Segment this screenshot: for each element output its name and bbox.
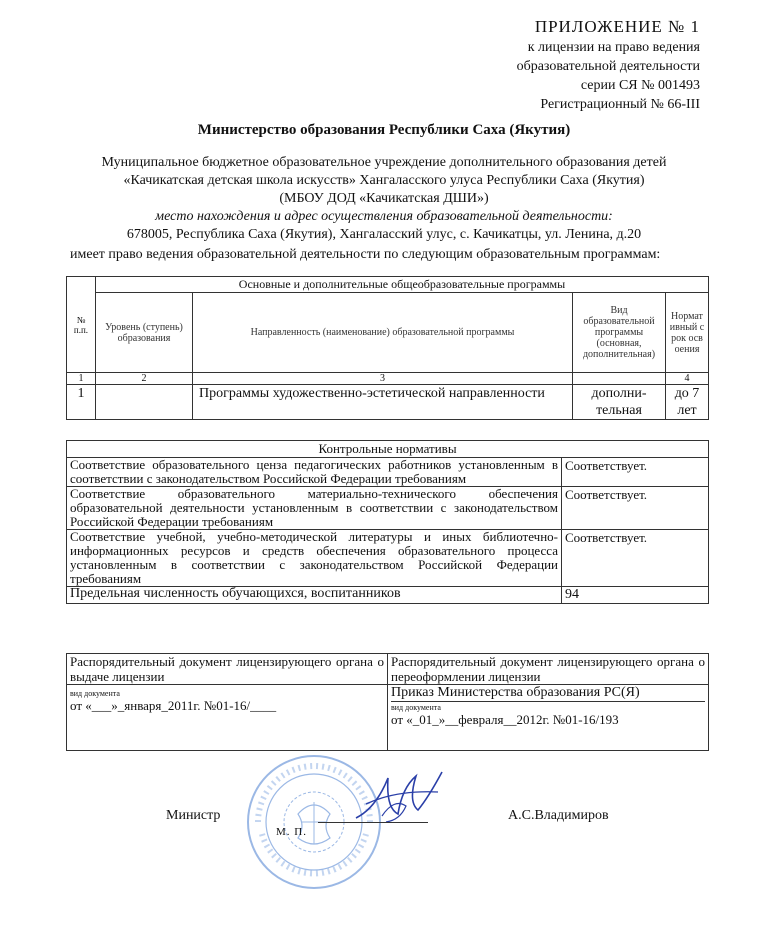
col-header-kind: Вид образовательной программы (основная, дополнительная) xyxy=(573,293,666,373)
appendix-line-2: образовательной деятельности xyxy=(516,59,700,74)
programs-caption: Основные и дополнительные общеобразовательные программы xyxy=(96,277,709,293)
institution-line-2: «Качикатская детская школа искусств» Хангаласского улуса Республики Саха (Якутия) xyxy=(123,173,645,188)
issue-doc-date: от «___»_января_2011г. №01-16/____ xyxy=(70,698,277,713)
col-header-num: № п.п. xyxy=(67,277,96,373)
institution-block xyxy=(70,154,698,244)
reissue-doc-date: от «_01_»__февраля__2012г. №01-16/193 xyxy=(391,712,619,727)
seal-place-label: М. П. xyxy=(276,826,307,838)
minister-name: А.С.Владимиров xyxy=(508,808,609,823)
norm-value: Соответствует. xyxy=(562,530,709,587)
reissue-doc-heading: Распорядительный документ лицензирующего органа о переоформлении лицензии xyxy=(388,654,709,685)
table-row xyxy=(67,458,709,487)
row-direction: Программы художественно-эстетической направленности xyxy=(193,385,573,420)
documents-table xyxy=(66,653,709,751)
programs-table xyxy=(66,276,709,420)
issue-doc-cell xyxy=(67,685,388,751)
norm-text: Соответствие образовательного материально-технического обеспечения образовательной деятельности установленным в соответствии с законодательством Российской Федерации требованиям xyxy=(67,487,562,530)
table-row xyxy=(67,530,709,587)
minister-title: Министр xyxy=(166,808,221,823)
appendix-reg-number: Регистрационный № 66-III xyxy=(540,97,700,112)
col-number: 1 xyxy=(67,373,96,385)
norm-text: Соответствие учебной, учебно-методической литературы и иных библиотечно-информационных ресурсов и средств обеспечения образовательного процесса установленным в соответствии с законодательством Российской Федерации требованиям xyxy=(67,530,562,587)
norms-table xyxy=(66,440,709,604)
doc-type-label: вид документа xyxy=(70,689,120,698)
issue-doc-heading: Распорядительный документ лицензирующего органа о выдаче лицензии xyxy=(67,654,388,685)
institution-line-1: Муниципальное бюджетное образовательное учреждение дополнительного образования детей xyxy=(101,155,667,170)
table-row xyxy=(67,587,709,604)
table-row xyxy=(67,385,709,420)
rights-text: имеет право ведения образовательной деятельности по следующим образовательным программам: xyxy=(70,247,661,262)
reissue-order-title: Приказ Министерства образования РС(Я) xyxy=(391,685,705,702)
reissue-doc-cell xyxy=(388,685,709,751)
norm-value: Соответствует. xyxy=(562,487,709,530)
norm-text: Предельная численность обучающихся, воспитанников xyxy=(67,587,562,604)
norm-value: Соответствует. xyxy=(562,458,709,487)
col-number xyxy=(573,373,666,385)
row-num: 1 xyxy=(67,385,96,420)
norm-text: Соответствие образовательного ценза педагогических работников установленным в соответствии с законодательством Российской Федерации требованиям xyxy=(67,458,562,487)
table-row xyxy=(67,487,709,530)
col-header-term: Нормативный срок освоения xyxy=(666,293,709,373)
location-label: место нахождения и адрес осуществления образовательной деятельности: xyxy=(155,209,613,224)
norms-caption: Контрольные нормативы xyxy=(67,441,709,458)
row-term: до 7 лет xyxy=(666,385,709,420)
row-level xyxy=(96,385,193,420)
col-header-direction: Направленность (наименование) образовательной программы xyxy=(193,293,573,373)
col-number: 3 xyxy=(193,373,573,385)
col-number: 4 xyxy=(666,373,709,385)
doc-type-label: вид документа xyxy=(391,703,441,712)
appendix-line-1: к лицензии на право ведения xyxy=(527,40,700,55)
row-kind: дополни-тельная xyxy=(573,385,666,420)
col-header-level: Уровень (ступень) образования xyxy=(96,293,193,373)
signature-line xyxy=(318,822,428,823)
institution-address: 678005, Республика Саха (Якутия), Хангаласский улус, с. Качикатцы, ул. Ленина, д.20 xyxy=(126,227,642,242)
institution-short-name: (МБОУ ДОД «Качикатская ДШИ») xyxy=(279,191,489,206)
col-number: 2 xyxy=(96,373,193,385)
appendix-series: серии СЯ № 001493 xyxy=(580,78,700,93)
ministry-title: Министерство образования Республики Саха (Якутия) xyxy=(197,122,571,138)
appendix-header xyxy=(517,16,700,114)
signature-icon xyxy=(346,768,446,830)
appendix-title: ПРИЛОЖЕНИЕ № 1 xyxy=(534,17,700,36)
norm-value: 94 xyxy=(562,587,709,604)
